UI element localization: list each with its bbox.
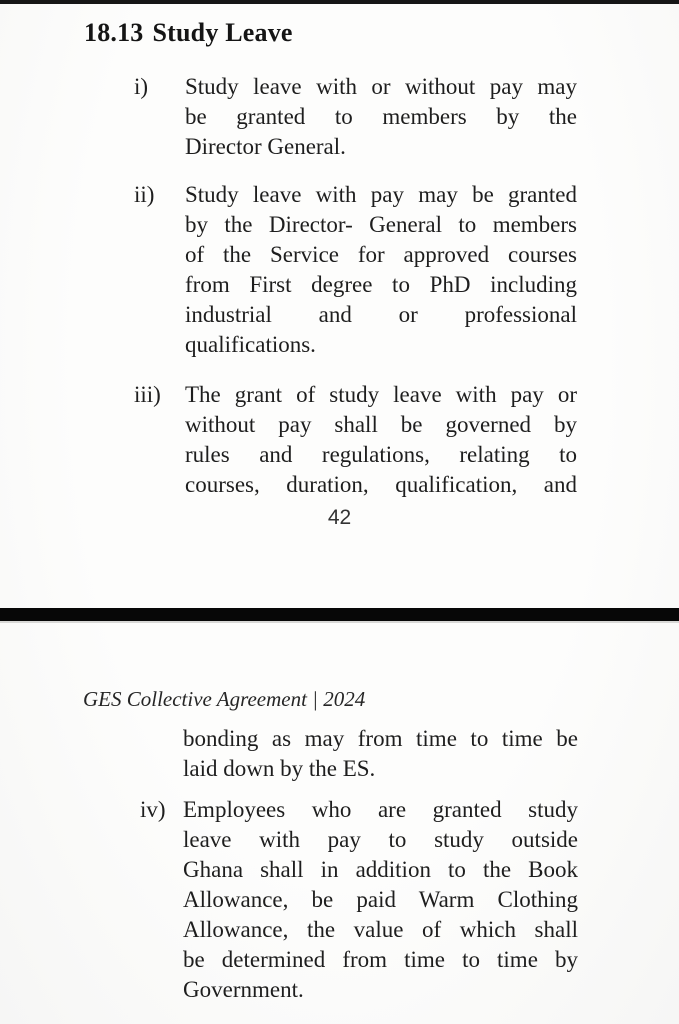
text-line: Government. [183, 977, 304, 1002]
text-line: by the Director- General to members [185, 212, 577, 237]
text-line: Ghana shall in addition to the Book [183, 857, 578, 882]
list-item-i [134, 72, 594, 162]
text-line: industrial and or professional [185, 302, 577, 327]
text-line: be granted to members by the [185, 104, 577, 129]
text-line: Study leave with pay may be granted [185, 182, 577, 207]
section-number: 18.13 [84, 18, 144, 47]
page-separator-bar [0, 608, 679, 623]
text-line: Allowance, be paid Warm Clothing [183, 887, 578, 912]
list-item-text [185, 72, 577, 162]
list-item-text [185, 180, 577, 360]
list-marker: i) [134, 74, 149, 99]
text-line: without pay shall be governed by [185, 412, 577, 437]
text-line: leave with pay to study outside [183, 827, 578, 852]
top-edge-bar [0, 0, 679, 4]
text-line: be determined from time to time by [183, 947, 578, 972]
list-item-iv [140, 795, 600, 1005]
list-item-ii [134, 180, 594, 360]
text-line: Study leave with or without pay may [185, 74, 577, 99]
text-line: Employees who are granted study [183, 797, 578, 822]
text-line: rules and regulations, relating to [185, 442, 577, 467]
text-line: of the Service for approved courses [185, 242, 577, 267]
list-item-iii [134, 380, 594, 500]
list-item-text [183, 795, 578, 1005]
section-title: Study Leave [152, 18, 293, 47]
list-marker: iii) [134, 382, 161, 407]
text-line: bonding as may from time to time be [183, 726, 578, 751]
text-line: Allowance, the value of which shall [183, 917, 578, 942]
section-heading [84, 18, 293, 48]
text-line: The grant of study leave with pay or [185, 382, 577, 407]
text-line: from First degree to PhD including [185, 272, 577, 297]
list-marker: ii) [134, 182, 155, 207]
text-line: laid down by the ES. [183, 756, 376, 781]
text-line: qualifications. [185, 332, 316, 357]
list-item-text [185, 380, 577, 500]
page-number: 42 [327, 506, 352, 529]
list-marker: iv) [140, 797, 166, 822]
continuation-paragraph [183, 724, 578, 784]
text-line: Director General. [185, 134, 346, 159]
text-line: courses, duration, qualification, and [185, 472, 577, 497]
running-header: GES Collective Agreement | 2024 [83, 687, 366, 711]
